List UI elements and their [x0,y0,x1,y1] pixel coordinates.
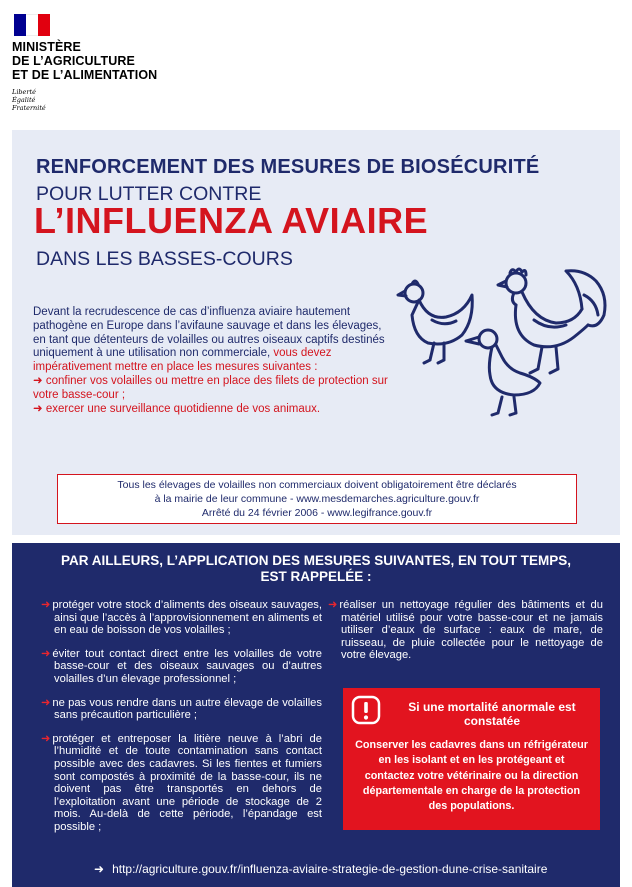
arrow-icon: ➜ [33,374,46,387]
declaration-line: à la mairie de leur commune - www.mesdemarches.agriculture.gouv.fr [154,493,480,505]
declaration-line: Arrêté du 24 février 2006 - www.legifrance.gouv.fr [201,507,433,519]
measure-item: ➜ exercer une surveillance quotidienne de vos animaux. [33,402,321,415]
measures-right-column [328,599,603,673]
measure-list-item: ➜ éviter tout contact direct entre les volailles de votre basse-cour et des oiseaux sauvages ou d’autres volailles d’un élevage professionnel ; [41,647,322,685]
reminder-section [12,543,620,887]
info-link[interactable] [94,862,547,876]
title-line-2: POUR LUTTER CONTRE [36,183,262,205]
motto-line: Égalité [12,96,36,104]
measures-left-column [41,599,322,845]
arrow-icon: ➜ [33,402,46,415]
marianne-flag-logo [14,14,50,36]
motto-line: Liberté [12,88,36,96]
measure-item: ➜ confiner vos volailles ou mettre en place des filets de protection sur votre basse-cour ; [33,374,388,401]
alert-body: Conserver les cadavres dans un réfrigérateur en les isolant et en les protégeant et contactez votre vétérinaire ou la direction départementale en charge de la protection des populations. [355,739,588,813]
declaration-line: Tous les élevages de volailles non commerciaux doivent obligatoirement être déclarés [117,479,517,491]
arrow-icon: ➜ [41,647,51,660]
reminder-title: PAR AILLEURS, L’APPLICATION DES MESURES SUIVANTES, EN TOUT TEMPS, EST RAPPELÉE : [60,553,572,584]
ministry-header [12,14,312,114]
intro-paragraph: Devant la recrudescence de cas d’influenza aviaire hautement pathogène en Europe dans l’avifaune sauvage et dans les élevages, en tant que détenteurs de volailles ou autres oiseaux captifs destinés uniquement à une utilisation non commerciale, [33,306,385,360]
title-line-1: RENFORCEMENT DES MESURES DE BIOSÉCURITÉ [36,156,540,178]
poultry-illustration [384,265,614,425]
measure-list-item: ➜ ne pas vous rendre dans un autre élevage de volailles sans précaution particulière ; [41,696,322,722]
declaration-notice [57,474,577,524]
measure-list-item: ➜ protéger et entreposer la litière neuve à l’abri de l’humidité et de toute contamination sans contact possible avec des cadavres. Si les fientes et fumiers sont compostés à proximité de la basse-cour, ils ne doivent pas être transportés en dehors de l’exploitation avant une période de stockage de 2 mois. Au-delà de cette période, l’épandage est possible ; [41,732,322,833]
intro-emphasis: vous devez impérativement mettre en place les mesures suivantes : [33,347,332,374]
arrow-icon: ➜ [41,732,51,745]
info-url[interactable]: http://agriculture.gouv.fr/influenza-aviaire-strategie-de-gestion-dune-crise-sanitaire [112,862,548,876]
main-panel [12,130,620,535]
arrow-icon: ➜ [41,696,51,709]
alert-title: Si une mortalité anormale est constatée [408,700,576,728]
measure-list-item: ➜ protéger votre stock d’aliments des oiseaux sauvages, ainsi que l’accès à l’approvisionnement en aliments et en eau de boisson de vos volailles ; [41,599,322,637]
arrow-icon: ➜ [94,862,105,876]
hen-icon [398,281,472,363]
exclamation-icon [351,695,381,725]
title-line-4: DANS LES BASSES-COURS [36,248,293,270]
republic-motto [12,88,46,112]
mortality-alert-box [343,688,600,830]
title-main: L’INFLUENZA AVIAIRE [34,200,429,241]
ministry-line: ET DE L’ALIMENTATION [12,68,158,82]
ministry-line: MINISTÈRE [12,40,81,54]
arrow-icon: ➜ [41,599,51,611]
intro-text [33,306,393,416]
motto-line: Fraternité [12,104,46,112]
measure-list-item: ➜ réaliser un nettoyage régulier des bâtiments et du matériel utilisé pour votre basse-cour et ne jamais utiliser d’eaux de surface : eaux de mare, de ruisseau, de pluie collectée pour le nettoyage de votre élevage. [328,599,603,662]
rooster-icon [498,269,605,373]
ministry-name [12,40,157,82]
ministry-line: DE L’AGRICULTURE [12,54,135,68]
arrow-icon: ➜ [328,599,338,611]
